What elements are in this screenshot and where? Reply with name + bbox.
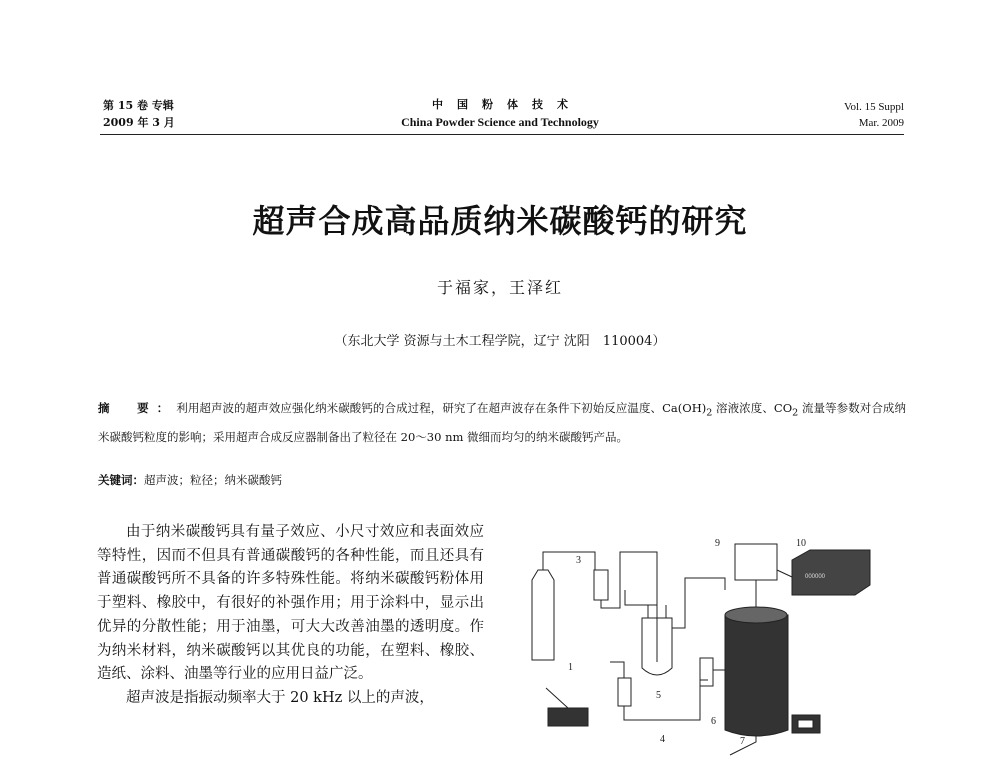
label-6: 6 bbox=[711, 716, 716, 727]
generator-box bbox=[792, 550, 870, 595]
header-right bbox=[844, 99, 904, 131]
flowmeter-2 bbox=[618, 678, 631, 706]
journal-name-cn: 中国粉体技术 bbox=[432, 98, 582, 111]
reactor-top bbox=[725, 607, 787, 623]
abstract bbox=[98, 396, 906, 449]
abstract-text-1: 利用超声波的超声效应强化纳米碳酸钙的合成过程，研究了在超声波存在条件下初始反应温度、Ca(OH) bbox=[176, 401, 707, 415]
header-rule bbox=[100, 134, 904, 135]
date-en: Mar. 2009 bbox=[858, 117, 904, 129]
keywords-label: 关键词： bbox=[98, 473, 144, 487]
flowmeter-3 bbox=[700, 658, 713, 686]
volume-en: Vol. 15 Suppl bbox=[843, 101, 904, 113]
apparatus-figure bbox=[520, 530, 900, 759]
body-paragraph-2: 超声波是指振动频率大于 20 kHz 以上的声波， bbox=[126, 689, 434, 706]
stirrer-motor bbox=[735, 544, 777, 580]
label-5: 5 bbox=[656, 690, 661, 701]
pump-line bbox=[546, 688, 568, 708]
label-10: 10 bbox=[796, 538, 806, 549]
subscript-2a: 2 bbox=[706, 407, 713, 419]
label-4: 4 bbox=[660, 734, 665, 745]
pipe-1 bbox=[543, 552, 595, 570]
body-text bbox=[97, 521, 484, 711]
gas-cylinder bbox=[532, 570, 554, 660]
keywords-text: 超声波；粒径；纳米碳酸钙 bbox=[144, 473, 282, 487]
abstract-text-3: 流量等参数对合成纳米碳酸钙粒度的影响；采用超声合成反应器制备出了粒径在 20～30 nm 微细而均匀的纳米碳酸钙产品。 bbox=[98, 401, 907, 445]
flowmeter bbox=[594, 570, 608, 600]
paper-title: 超声合成高品质纳米碳酸钙的研究 bbox=[252, 202, 748, 240]
probe-window bbox=[798, 720, 813, 728]
volume-cn: 第 15 卷 专辑 bbox=[103, 99, 174, 112]
keywords bbox=[98, 472, 282, 488]
body-paragraph-1: 由于纳米碳酸钙具有量子效应、小尺寸效应和表面效应等特性，因而不但具有普通碳酸钙的各种性能，而且还具有普通碳酸钙所不具备的许多特殊性能。将纳米碳酸钙粉体用于塑料、橡胶中，有很好的补强作用；用于涂料中，显示出优异的分散性能；用于油墨，可大大改善油墨的透明度。作为纳米材料，纳米碳酸钙以其优良的功能，在塑料、橡胶、造纸、涂料、油墨等行业的应用日益广泛。 bbox=[97, 524, 484, 683]
label-3: 3 bbox=[576, 555, 581, 566]
label-9: 9 bbox=[715, 538, 720, 549]
generator-display: 000000 bbox=[805, 574, 826, 580]
journal-name-en: China Powder Science and Technology bbox=[401, 115, 599, 129]
label-1: 1 bbox=[568, 662, 573, 673]
date-cn: 2009 年 3 月 bbox=[103, 116, 175, 129]
abstract-label: 摘 要： bbox=[98, 401, 177, 415]
pipe-2 bbox=[601, 552, 657, 608]
abstract-text-2: 溶液浓度、CO bbox=[712, 401, 793, 415]
authors: 于福家，王泽红 bbox=[436, 278, 563, 297]
subscript-2b: 2 bbox=[792, 407, 799, 419]
pump-box bbox=[548, 708, 588, 726]
pipe-4 bbox=[672, 578, 725, 628]
label-7: 7 bbox=[740, 736, 745, 747]
pipe-3 bbox=[625, 590, 657, 605]
main-reactor bbox=[725, 615, 788, 736]
affiliation: （东北大学 资源与土木工程学院，辽宁 沈阳 110004） bbox=[334, 334, 666, 349]
